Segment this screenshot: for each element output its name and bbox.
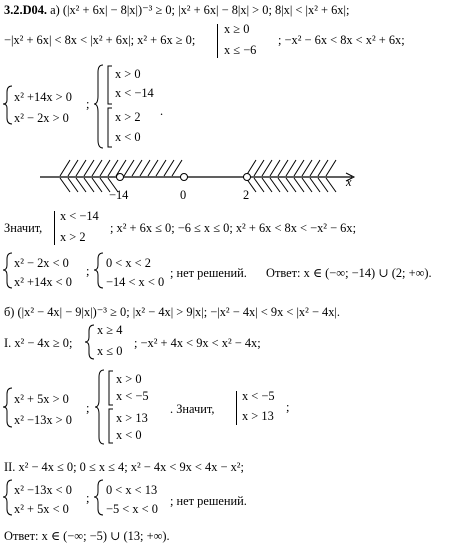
separator: ; <box>286 400 290 414</box>
system-brace <box>3 480 12 515</box>
set-row: x < −14 <box>60 209 99 223</box>
no-solution-text: ; нет решений. <box>170 266 247 280</box>
open-point-icon <box>117 174 124 181</box>
system-row: 0 < x < 13 <box>106 483 158 497</box>
set-row: x < 0 <box>116 428 142 442</box>
set-bracket <box>109 409 113 443</box>
system-brace <box>85 325 94 359</box>
system-row: x ≥ 4 <box>97 323 123 337</box>
system-row: x² +14x > 0 <box>14 90 72 104</box>
set-row: x > 13 <box>116 411 148 425</box>
set-row: x > 13 <box>242 409 274 423</box>
hence-label: . Значит, <box>170 402 215 416</box>
system-row: x² −13x < 0 <box>14 483 72 497</box>
set-bracket <box>54 211 55 245</box>
case-line: x ≥ 0 <box>224 22 250 36</box>
system-row: x² − 2x < 0 <box>14 256 69 270</box>
system-row: x² −13x > 0 <box>14 413 72 427</box>
part-a-line2-left: −|x² + 6x| < 8x < |x² + 6x|; x² + 6x ≥ 0; <box>4 33 196 47</box>
separator: ; <box>86 491 90 505</box>
system-row: x² + 5x < 0 <box>14 502 69 516</box>
system-row: x² + 5x > 0 <box>14 392 69 406</box>
system-brace <box>3 253 12 288</box>
system-brace <box>3 86 12 124</box>
set-row: x < −5 <box>116 389 149 403</box>
open-point-icon <box>181 174 188 181</box>
system-row: −14 < x < 0 <box>106 275 165 289</box>
axis-variable-label: x <box>346 175 352 189</box>
system-row: x² +14x < 0 <box>14 275 72 289</box>
system-brace <box>94 253 103 288</box>
set-row: x < −14 <box>115 86 154 100</box>
tick-label: −14 <box>109 188 129 202</box>
set-row: x < 0 <box>115 130 141 144</box>
answer-b: Ответ: x ∈ (−∞; −5) ∪ (13; +∞). <box>4 529 170 543</box>
case-one-tail: ; −x² + 4x < 9x < x² − 4x; <box>134 336 261 350</box>
set-row: x > 2 <box>60 230 86 244</box>
case-two-line: II. x² − 4x ≤ 0; 0 ≤ x ≤ 4; x² − 4x < 9x < 4x − x²; <box>4 460 244 474</box>
system-brace <box>94 65 103 148</box>
system-brace <box>3 388 12 427</box>
system-row: −5 < x < 0 <box>106 502 158 516</box>
problem-number: 3.2.D04. <box>4 3 48 17</box>
separator: ; <box>86 401 90 415</box>
hence-label: Значит, <box>4 221 43 235</box>
set-bracket <box>108 66 112 104</box>
case-line: x ≤ −6 <box>224 43 257 57</box>
system-brace <box>95 370 104 444</box>
system-row: 0 < x < 2 <box>106 256 151 270</box>
set-bracket <box>236 391 237 425</box>
part-a-first-line: а) (|x² + 6x| − 8|x|)⁻³ ≥ 0; |x² + 6x| − 8|x| > 0; 8|x| < |x² + 6x|; <box>50 3 350 17</box>
hatching-lower <box>60 178 336 192</box>
open-point-icon <box>244 174 251 181</box>
part-a-line2-right: ; −x² − 6x < 8x < x² + 6x; <box>278 33 405 47</box>
separator: . <box>160 104 164 118</box>
set-row: x > 2 <box>115 110 141 124</box>
answer-a: Ответ: x ∈ (−∞; −14) ∪ (2; +∞). <box>266 266 432 280</box>
hatching-upper <box>60 160 336 176</box>
set-row: x < −5 <box>242 389 275 403</box>
system-row: x² − 2x > 0 <box>14 111 69 125</box>
set-row: x > 0 <box>116 372 142 386</box>
separator: ; <box>86 264 90 278</box>
part-a-line-continuation: ; x² + 6x ≤ 0; −6 ≤ x ≤ 0; x² + 6x < 8x < −x² − 6x; <box>110 221 357 235</box>
set-bracket <box>108 108 112 147</box>
part-b-first-line: б) (|x² − 4x| − 9|x|)⁻³ ≥ 0; |x² − 4x| > 9|x|; −|x² − 4x| < 9x < |x² − 4x|. <box>4 305 340 319</box>
tick-label: 2 <box>243 188 250 202</box>
separator: ; <box>86 97 90 111</box>
set-row: x > 0 <box>115 67 141 81</box>
tick-label: 0 <box>180 188 187 202</box>
case-one-lead: I. x² − 4x ≥ 0; <box>4 336 73 350</box>
system-brace <box>94 480 103 515</box>
system-row: x ≤ 0 <box>97 344 123 358</box>
set-bracket <box>109 371 113 405</box>
no-solution-text: ; нет решений. <box>170 494 247 508</box>
